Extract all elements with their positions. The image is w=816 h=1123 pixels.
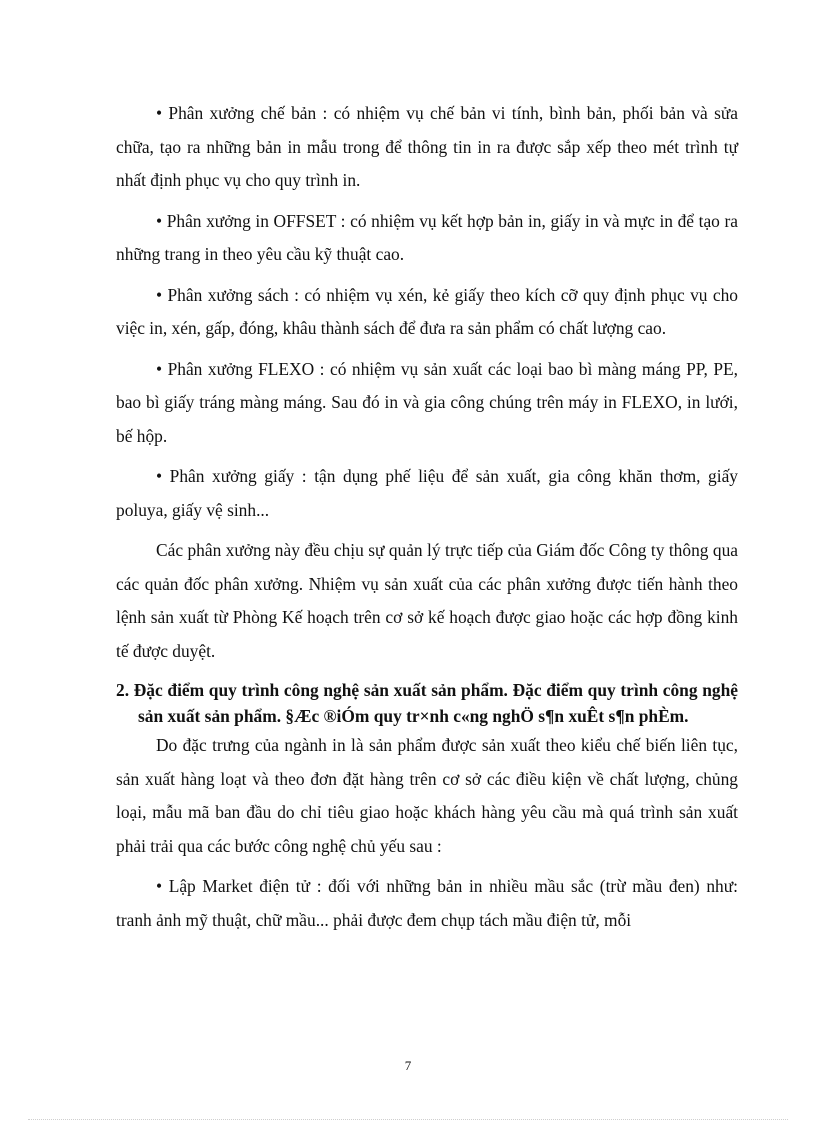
page-bottom-divider: [28, 1119, 788, 1120]
paragraph-dac-trung: Do đặc trưng của ngành in là sản phẩm được sản xuất theo kiểu chế biến liên tục, sản xuất hàng loạt và theo đơn đặt hàng trên cơ sở các điều kiện về chất lượng, chủng loại, mẫu mã ban đầu do chỉ tiêu giao hoặc khách hàng yêu cầu mà quá trình sản xuất phải trải qua các bước công nghệ chủ yếu sau :: [116, 735, 738, 856]
paragraph-sach: • Phân xưởng sách : có nhiệm vụ xén, kẻ giấy theo kích cỡ quy định phục vụ cho việc in, xén, gấp, đóng, khâu thành sách để đưa ra sản phẩm có chất lượng cao.: [116, 284, 738, 338]
page-number: 7: [404, 1058, 412, 1073]
paragraph-flexo: • Phân xưởng FLEXO : có nhiệm vụ sản xuất các loại bao bì màng máng PP, PE, bao bì giấy tráng màng máng. Sau đó in và gia công chúng trên máy in FLEXO, in lưới, bế hộp.: [116, 358, 738, 446]
paragraph-lap-market: • Lập Market điện tử : đối với những bản in nhiều mầu sắc (trừ mầu đen) như: tranh ảnh mỹ thuật, chữ mầu... phải được đem chụp tách mầu điện tử, mỗi: [116, 876, 738, 930]
page-content: [116, 97, 738, 937]
paragraph-giay: • Phân xưởng giấy : tận dụng phế liệu để sản xuất, gia công khăn thơm, giấy poluya, giấy vệ sinh...: [116, 466, 738, 520]
section-heading: 2. Đặc điểm quy trình công nghệ sản xuất sản phẩm. Đặc điểm quy trình công nghệ sản xuất sản phẩm. §Æc ®iÓm quy tr×nh c«ng nghÖ s¶n xuÊt s¶n phÈm.: [116, 680, 738, 726]
paragraph-quan-ly: Các phân xưởng này đều chịu sự quản lý trực tiếp của Giám đốc Công ty thông qua các quản đốc phân xưởng. Nhiệm vụ sản xuất của các phân xưởng được tiến hành theo lệnh sản xuất từ Phòng Kế hoạch trên cơ sở kế hoạch được giao hoặc các hợp đồng kinh tế được duyệt.: [116, 540, 738, 661]
paragraph-che-ban: • Phân xưởng chế bản : có nhiệm vụ chế bản vi tính, bình bản, phối bản và sửa chữa, tạo ra những bản in mẫu trong để thông tin in ra được sắp xếp theo mét trình tự nhất định phục vụ cho quy trình in.: [116, 103, 738, 190]
paragraph-in-offset: • Phân xưởng in OFFSET : có nhiệm vụ kết hợp bản in, giấy in và mực in để tạo ra những trang in theo yêu cầu kỹ thuật cao.: [116, 210, 738, 264]
